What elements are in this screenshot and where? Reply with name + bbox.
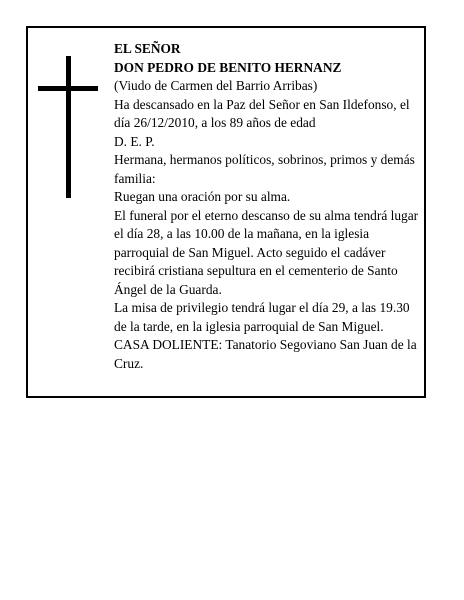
notice-title: EL SEÑOR: [114, 41, 181, 56]
dep-line: D. E. P.: [114, 133, 155, 149]
notice-text-block: [114, 40, 420, 373]
cross-horizontal-bar: [38, 86, 98, 91]
deceased-name: DON PEDRO DE BENITO HERNANZ: [114, 59, 342, 75]
mass-line: La misa de privilegio tendrá lugar el día 29, a las 19.30 de la tarde, en la iglesia parroquial de San Miguel.: [114, 300, 410, 334]
family-line: Hermana, hermanos políticos, sobrinos, primos y demás familia:: [114, 152, 415, 186]
mourning-house-line: CASA DOLIENTE: Tanatorio Segoviano San Juan de la Cruz.: [114, 337, 417, 371]
cross-icon: [38, 56, 98, 198]
cross-vertical-bar: [66, 56, 71, 198]
prayer-line: Ruegan una oración por su alma.: [114, 189, 291, 204]
widower-line: (Viudo de Carmen del Barrio Arribas): [114, 78, 318, 93]
death-line: Ha descansado en la Paz del Señor en San Ildefonso, el día 26/12/2010, a los 89 años de edad: [114, 96, 410, 130]
funeral-line: El funeral por el eterno descanso de su alma tendrá lugar el día 28, a las 10.00 de la mañana, en la iglesia parroquial de San Miguel. Acto seguido el cadáver recibirá cristiana sepultura en el cementerio de Santo Ángel de la Guarda.: [114, 207, 419, 297]
obituary-notice: [26, 26, 426, 398]
